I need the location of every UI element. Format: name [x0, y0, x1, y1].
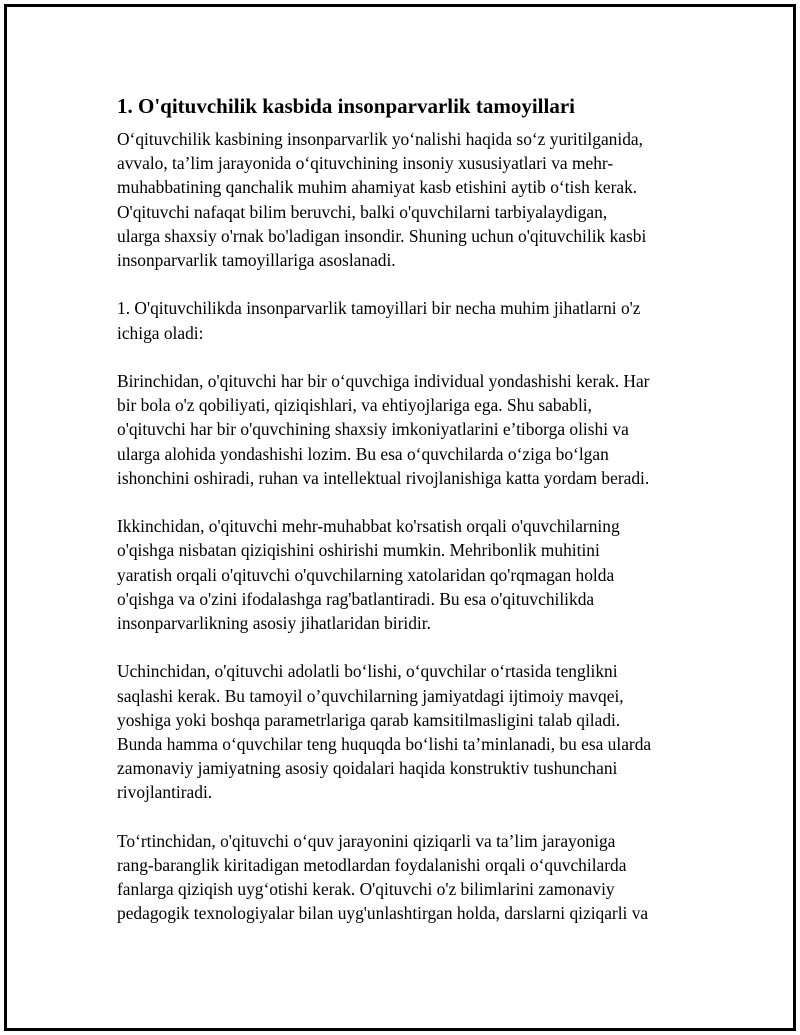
text-line: o'qituvchi har bir o'quvchining shaxsiy imkoniyatlarini e’tiborga olishi va	[117, 419, 629, 440]
paragraph-spacer	[117, 635, 692, 659]
paragraph-first	[117, 369, 692, 490]
paragraph-third	[117, 659, 692, 804]
text-line: o'qishga va o'zini ifodalashga rag'batlantiradi. Bu esa o'qituvchilikda	[117, 588, 595, 609]
text-line: ularga shaxsiy o'rnak bo'ladigan insondir. Shuning uchun o'qituvchilik kasbi	[117, 225, 647, 246]
text-line: o'qishga nisbatan qiziqishini oshirishi mumkin. Mehribonlik muhitini	[117, 540, 600, 561]
paragraph-fourth	[117, 829, 692, 926]
paragraph-principles-intro	[117, 296, 692, 344]
text-line: zamonaviy jamiyatning asosiy qoidalari haqida konstruktiv tushunchani	[117, 758, 618, 779]
paragraph-spacer	[117, 272, 692, 296]
paragraph-intro	[117, 127, 692, 272]
text-line: Ikkinchidan, o'qituvchi mehr-muhabbat ko'rsatish orqali o'quvchilarning	[117, 516, 620, 537]
text-line: Uchinchidan, o'qituvchi adolatli bo‘lishi, o‘quvchilar o‘rtasida tenglikni	[117, 661, 618, 682]
paragraph-spacer	[117, 490, 692, 514]
text-line: ishonchini oshiradi, ruhan va intellektual rivojlanishiga katta yordam beradi.	[117, 467, 650, 488]
text-line: rivojlantiradi.	[117, 782, 213, 803]
text-line: muhabbatining qanchalik muhim ahamiyat kasb etishini aytib o‘tish kerak.	[117, 177, 638, 198]
text-line: insonparvarlik tamoyillariga asoslanadi.	[117, 250, 396, 271]
text-line: bir bola o'z qobiliyati, qiziqishlari, va ehtiyojlariga ega. Shu sababli,	[117, 395, 592, 416]
text-line: 1. O'qituvchilikda insonparvarlik tamoyillari bir necha muhim jihatlarni o'z	[117, 298, 641, 319]
document-title: 1. O'qituvchilik kasbida insonparvarlik tamoyillari	[117, 94, 576, 118]
text-line: Birinchidan, o'qituvchi har bir o‘quvchiga individual yondashishi kerak. Har	[117, 371, 650, 391]
text-line: fanlarga qiziqish uyg‘otishi kerak. O'qituvchi o'z bilimlarini zamonaviy	[117, 879, 615, 900]
text-line: yaratish orqali o'qituvchi o'quvchilarning xatolaridan qo'rqmagan holda	[117, 564, 615, 585]
text-line: O‘qituvchilik kasbining insonparvarlik yo‘nalishi haqida so‘z yuritilganida,	[117, 129, 643, 149]
paragraph-second	[117, 514, 692, 635]
text-line: rang-baranglik kiritadigan metodlardan foydalanishi orqali o‘quvchilarda	[117, 855, 627, 876]
text-line: To‘rtinchidan, o'qituvchi o‘quv jarayonini qiziqarli va ta’lim jarayoniga	[117, 830, 616, 851]
text-line: saqlashi kerak. Bu tamoyil o’quvchilarning jamiyatdagi ijtimoiy mavqei,	[117, 685, 624, 706]
document-body	[117, 93, 692, 926]
text-line: ularga alohida yondashishi lozim. Bu esa o‘quvchilarda o‘ziga bo‘lgan	[117, 443, 609, 464]
text-line: avvalo, ta’lim jarayonida o‘qituvchining insoniy xususiyatlari va mehr-	[117, 153, 614, 174]
text-line: Bunda hamma o‘quvchilar teng huquqda bo‘lishi ta’minlanadi, bu esa ularda	[117, 734, 652, 755]
text-line: pedagogik texnologiyalar bilan uyg'unlashtirgan holda, darslarni qiziqarli va	[117, 903, 649, 924]
text-line: ichiga oladi:	[117, 322, 204, 343]
text-line: yoshiga yoki boshqa parametrlariga qarab kamsitilmasligini talab qiladi.	[117, 709, 621, 730]
text-line: O'qituvchi nafaqat bilim beruvchi, balki o'quvchilarni tarbiyalaydigan,	[117, 201, 608, 222]
text-line: insonparvarlikning asosiy jihatlaridan biridir.	[117, 613, 431, 634]
paragraph-spacer	[117, 805, 692, 829]
paragraph-spacer	[117, 345, 692, 369]
